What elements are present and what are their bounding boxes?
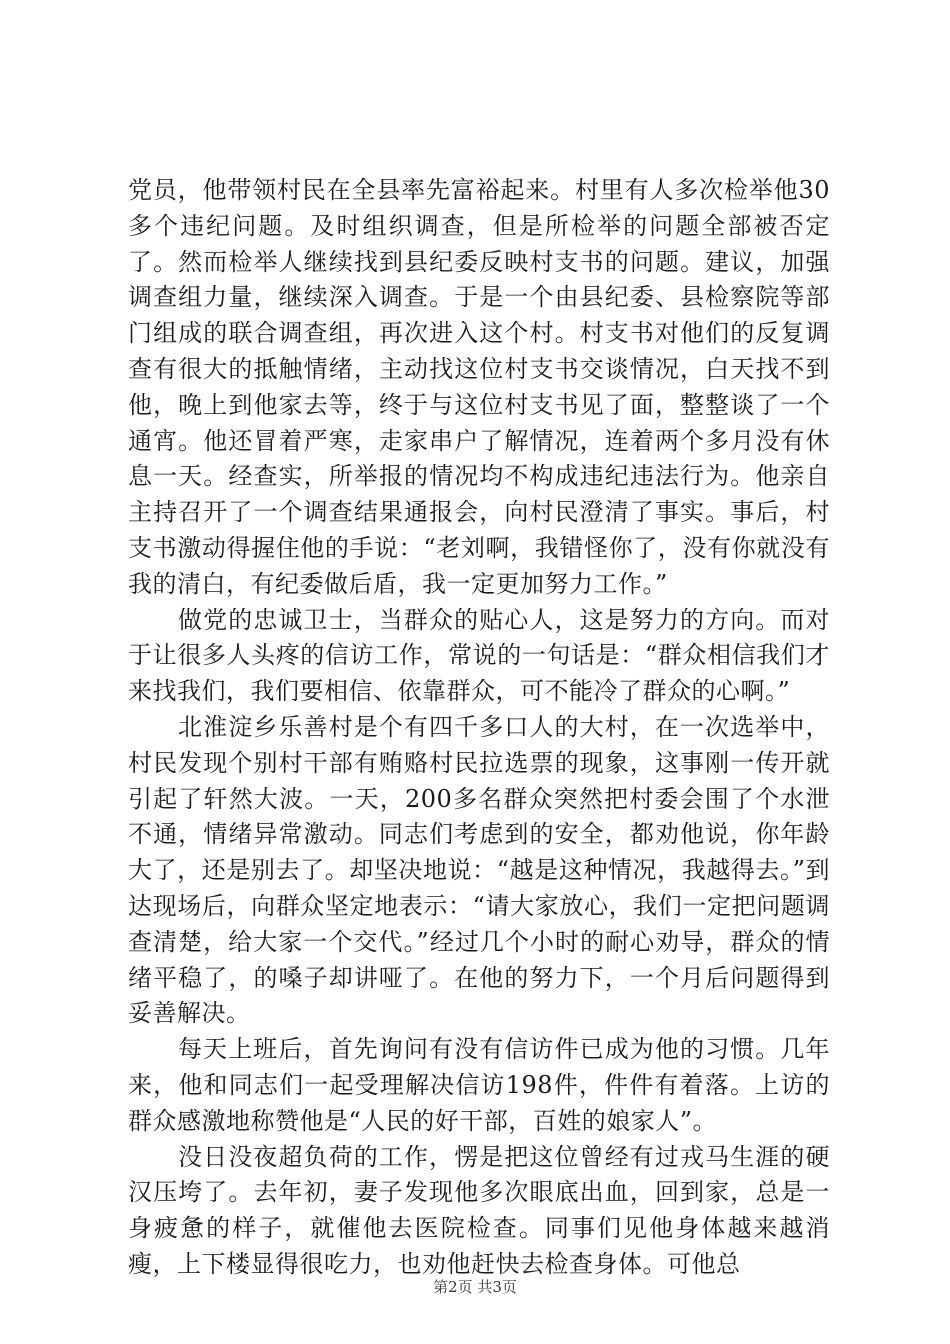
paragraph-loyal-guardian: 做党的忠诚卫士，当群众的贴心人，这是努力的方向。而对于让很多人头疼的信访工作，常说的一句话是：“群众相信我们才来找我们，我们要相信、依靠群众，可不能冷了群众的心啊。”: [128, 605, 830, 706]
paragraph-leshan-village: 北淮淀乡乐善村是个有四千多口人的大村，在一次选举中，村民发现个别村干部有贿赂村民拉选票的现象，这事刚一传开就引起了轩然大波。一天，200多名群众突然把村委会围了个水泄不通，情绪异常激动。同志们考虑到的安全，都劝他说，你年龄大了，还是别去了。却坚决地说：“越是这种情况，我越得去。”到达现场后，向群众坚定地表示：“请大家放心，我们一定把问题调查清楚，给大家一个交代。”经过几个小时的耐心劝导，群众的情绪平稳了，的嗓子却讲哑了。在他的努力下，一个月后问题得到妥善解决。: [128, 712, 830, 1028]
paragraph-daily-petitions: 每天上班后，首先询问有没有信访件已成为他的习惯。几年来，他和同志们一起受理解决信访198件，件件有着落。上访的群众感激地称赞他是“人民的好干部，百姓的娘家人”。: [128, 1035, 830, 1135]
page-footer: [0, 1277, 950, 1297]
page-number: 第2页 共3页: [433, 1278, 517, 1296]
paragraph-overwork: 没日没夜超负荷的工作，愣是把这位曾经有过戎马生涯的硬汉压垮了。去年初，妻子发现他多次眼底出血，回到家，总是一身疲惫的样子，就催他去医院检查。同事们见他身体越来越消瘦，上下楼显得很吃力，也劝他赶快去检查身体。可他总: [128, 1142, 830, 1278]
article-body: [128, 173, 830, 1283]
paragraph-continued: 党员，他带领村民在全县率先富裕起来。村里有人多次检举他30多个违纪问题。及时组织调查，但是所检举的问题全部被否定了。然而检举人继续找到县纪委反映村支书的问题。建议，加强调查组力量，继续深入调查。于是一个由县纪委、县检察院等部门组成的联合调查组，再次进入这个村。村支书对他们的反复调查有很大的抵触情绪，主动找这位村支书交谈情况，白天找不到他，晚上到他家去等，终于与这位村支书见了面，整整谈了一个通宵。他还冒着严寒，走家串户了解情况，连着两个多月没有休息一天。经查实，所举报的情况均不构成违纪违法行为。他亲自主持召开了一个调查结果通报会，向村民澄清了事实。事后，村支书激动得握住他的手说：“老刘啊，我错怪你了，没有你就没有我的清白，有纪委做后盾，我一定更加努力工作。”: [128, 176, 830, 598]
